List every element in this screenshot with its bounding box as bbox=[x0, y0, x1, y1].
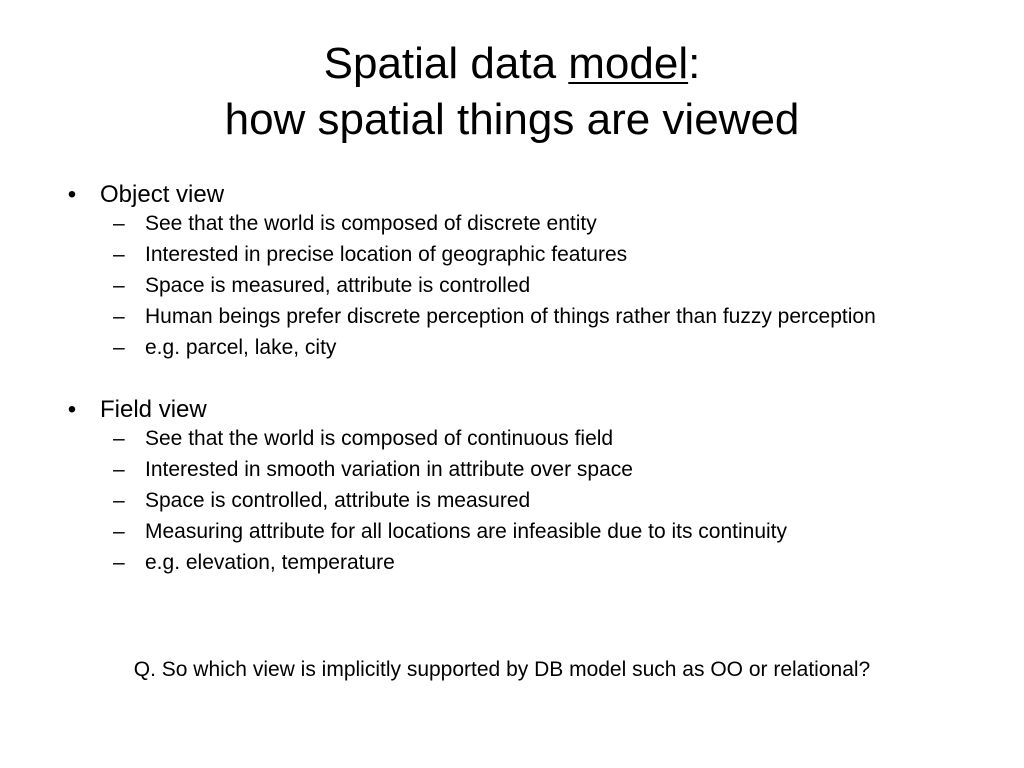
section-heading: Object view bbox=[100, 181, 225, 208]
slide-title bbox=[0, 36, 1024, 148]
list-item bbox=[60, 243, 935, 267]
list-item bbox=[60, 489, 935, 513]
list-item-text: Space is controlled, attribute is measured bbox=[145, 489, 531, 512]
section-object-view bbox=[60, 180, 960, 210]
dash-marker: – bbox=[113, 274, 125, 297]
title-line-1 bbox=[0, 36, 1024, 92]
closing-question: Q. So which view is implicitly supported by DB model such as OO or relational? bbox=[133, 658, 871, 681]
title-suffix: : bbox=[688, 39, 701, 88]
dash-marker: – bbox=[113, 427, 125, 450]
list-item bbox=[60, 458, 935, 482]
dash-marker: – bbox=[113, 212, 125, 235]
list-item bbox=[60, 274, 935, 298]
dash-marker: – bbox=[113, 305, 125, 328]
list-item-text: e.g. parcel, lake, city bbox=[145, 336, 337, 359]
list-item-text: Space is measured, attribute is controlled bbox=[145, 274, 531, 297]
list-item-text: See that the world is composed of continuous field bbox=[145, 427, 614, 450]
section-heading: Field view bbox=[100, 396, 207, 423]
bullet-marker: • bbox=[67, 396, 77, 423]
bullet-list bbox=[60, 180, 960, 582]
dash-marker: – bbox=[113, 458, 125, 481]
field-view-items bbox=[60, 427, 960, 575]
list-item-text: Measuring attribute for all locations are infeasible due to its continuity bbox=[145, 520, 788, 543]
list-item bbox=[60, 305, 935, 329]
bullet-marker: • bbox=[67, 181, 77, 208]
list-item bbox=[60, 551, 935, 575]
dash-marker: – bbox=[113, 520, 125, 543]
list-item bbox=[60, 336, 935, 360]
list-item-text: Human beings prefer discrete perception of things rather than fuzzy perception bbox=[145, 305, 876, 328]
list-item bbox=[60, 520, 935, 544]
title-line-2: how spatial things are viewed bbox=[224, 95, 800, 144]
list-item-text: Interested in smooth variation in attribute over space bbox=[145, 458, 633, 481]
list-item bbox=[60, 427, 935, 451]
list-item-text: Interested in precise location of geographic features bbox=[145, 243, 628, 266]
object-view-items bbox=[60, 212, 960, 360]
dash-marker: – bbox=[113, 551, 125, 574]
title-prefix: Spatial data bbox=[323, 39, 569, 88]
section-field-view bbox=[60, 395, 960, 425]
list-item bbox=[60, 212, 935, 236]
dash-marker: – bbox=[113, 489, 125, 512]
list-item-text: See that the world is composed of discrete entity bbox=[145, 212, 597, 235]
title-underlined-word: model bbox=[568, 39, 689, 88]
list-item-text: e.g. elevation, temperature bbox=[145, 551, 395, 574]
section-spacer bbox=[60, 367, 960, 395]
dash-marker: – bbox=[113, 243, 125, 266]
dash-marker: – bbox=[113, 336, 125, 359]
